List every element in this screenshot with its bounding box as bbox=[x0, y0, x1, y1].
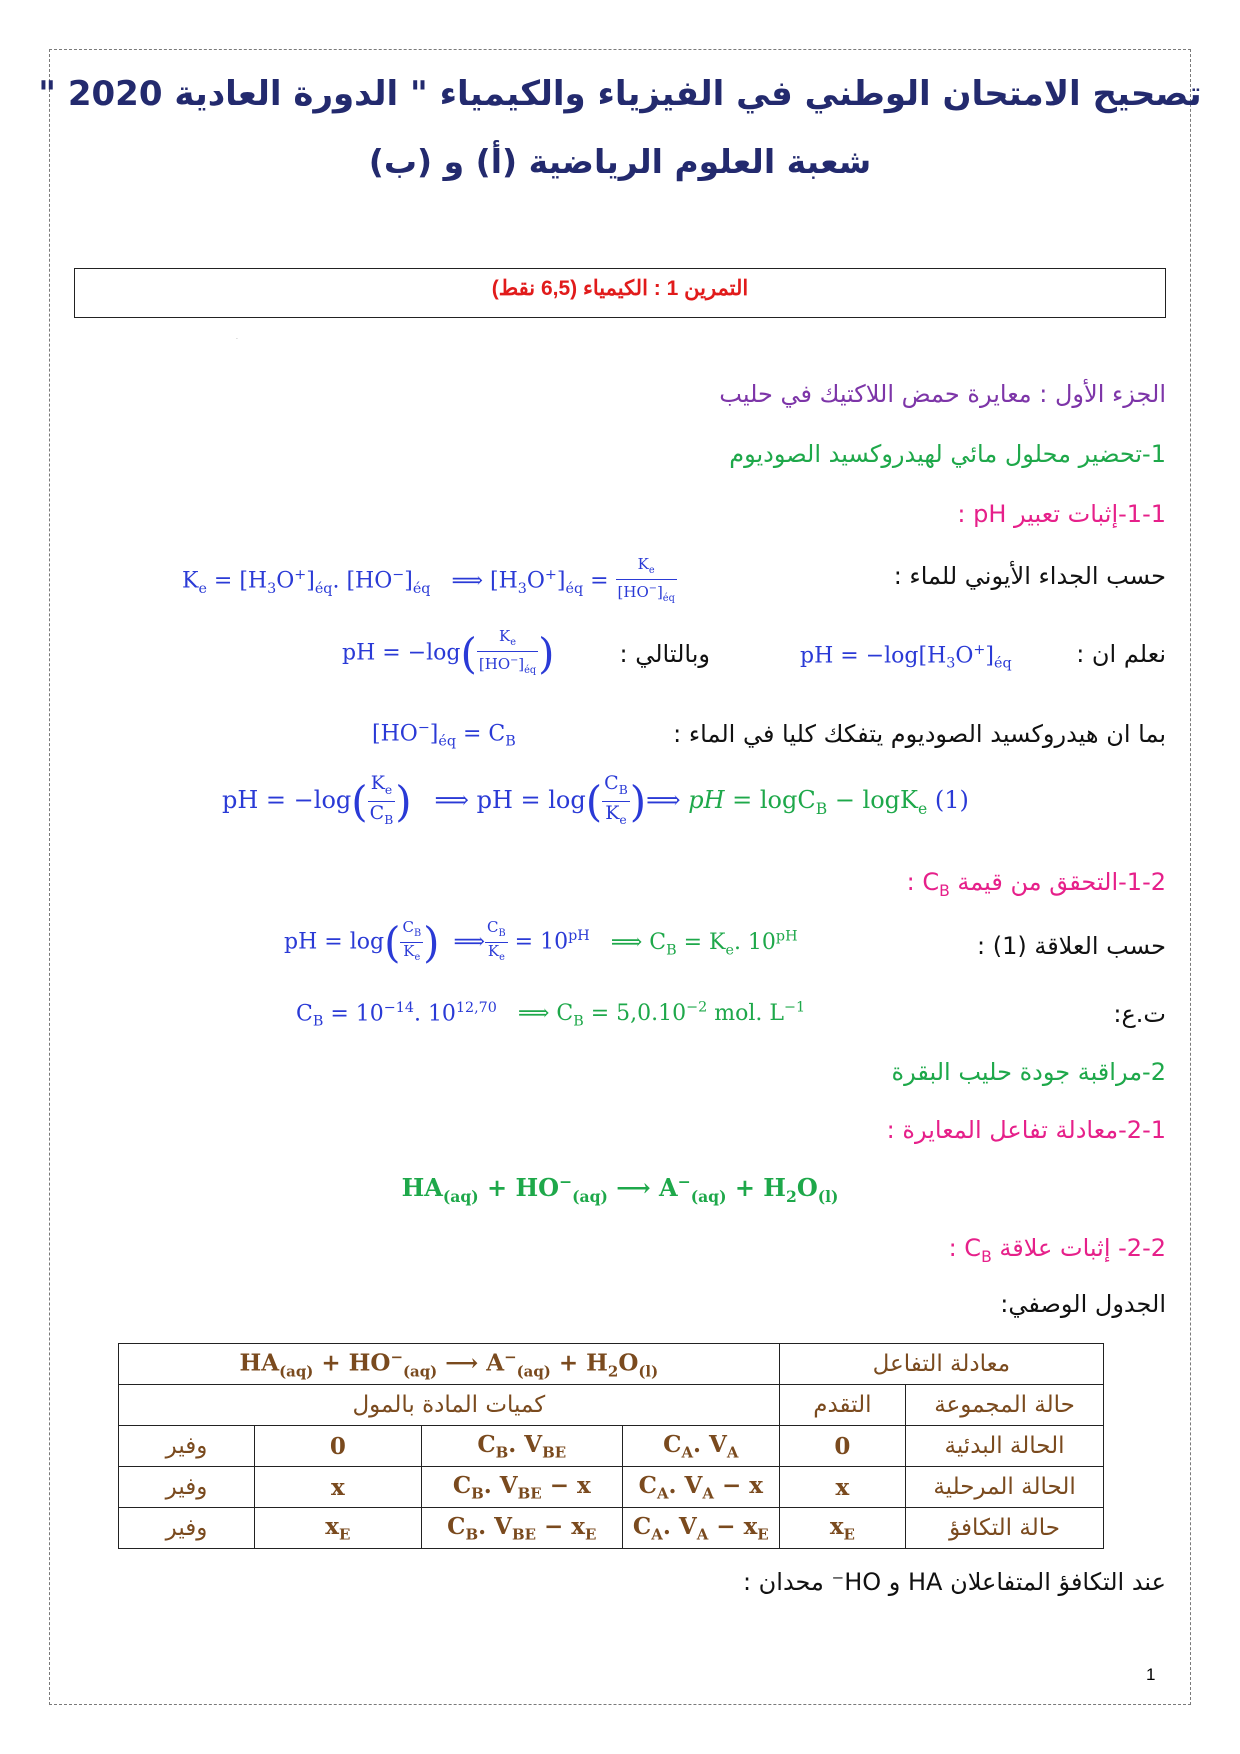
table-row bbox=[119, 1467, 1104, 1508]
table-cell-ho: $C_B$. $V_{BE} - x$ bbox=[421, 1467, 622, 1508]
section-2-2-heading: 2-2- إثبات علاقة $C_B$ : bbox=[948, 1234, 1166, 1266]
exercise-header-box bbox=[74, 268, 1166, 318]
table-header-equation: معادلة التفاعل bbox=[779, 1344, 1103, 1385]
table-cell-state: الحالة المرحلية bbox=[906, 1467, 1104, 1508]
table-cell-ho: $C_B$. $V_{BE} - x_E$ bbox=[421, 1508, 622, 1549]
table-cell-ha: $C_A$. $V_A - x_E$ bbox=[622, 1508, 779, 1549]
equation-cb-value: $C_B = 10^{-14}$. 10$^{12,70}$ ⟹ $C_B = 5,0.10^{-2}$ mol. $L^{-1}$ bbox=[296, 1000, 806, 1030]
equation-ho-cb: $[HO^-]_{éq} = C_B$ bbox=[372, 720, 516, 750]
exercise-label: التمرين 1 : الكيمياء (6,5 نقط) bbox=[491, 277, 749, 300]
table-cell-advance: x bbox=[779, 1467, 905, 1508]
page-number: 1 bbox=[1146, 1665, 1156, 1684]
section-1-1-heading: 1-1-إثبات تعبير pH : bbox=[957, 500, 1166, 528]
table-cell-water: وفير bbox=[119, 1426, 255, 1467]
numeric-application-label: ت.ع: bbox=[1113, 1000, 1166, 1028]
table-cell-advance: 0 bbox=[779, 1426, 905, 1467]
therefore-text: وبالتالي : bbox=[619, 640, 710, 668]
equation-ph-definition: pH = $-\log[H_3O^+]_{éq}$ bbox=[800, 642, 1012, 672]
table-header-advance: التقدم bbox=[779, 1385, 905, 1426]
table-cell-ha: $C_A$. $V_A - x$ bbox=[622, 1467, 779, 1508]
table-row bbox=[119, 1385, 1104, 1426]
equation-ke: $K_e = [H_3O^+]_{éq}$. $[HO^-]_{éq}$ ⟹ $[H_3O^+]_{éq}$ = $\frac{K_e}{[HO^-]_{éq}}$ bbox=[182, 555, 675, 604]
since-text: بما ان هيدروكسيد الصوديوم يتفكك كليا في الماء : bbox=[673, 720, 1166, 748]
table-cell-a: x bbox=[255, 1467, 422, 1508]
section-2-1-heading: 2-1-معادلة تفاعل المعايرة : bbox=[886, 1116, 1166, 1144]
table-cell-water: وفير bbox=[119, 1467, 255, 1508]
we-know-text: نعلم ان : bbox=[1076, 640, 1166, 668]
section-2-heading: 2-مراقبة جودة حليب البقرة bbox=[891, 1058, 1166, 1086]
equation-relation-1: pH = −log( $\frac{K_e}{C_B}$ ) ⟹ pH = log( $\frac{C_B}{K_e}$ )⟹ pH = logC$_B$ − logK$_e$ (1) bbox=[222, 772, 969, 827]
section-1-heading: 1-تحضير محلول مائي لهيدروكسيد الصوديوم bbox=[729, 440, 1166, 468]
document-subtitle: شعبة العلوم الرياضية (أ) و (ب) bbox=[368, 142, 872, 181]
table-cell-state: الحالة البدئية bbox=[906, 1426, 1104, 1467]
table-row bbox=[119, 1344, 1104, 1385]
part1-heading: الجزء الأول : معايرة حمض اللاكتيك في حليب bbox=[719, 380, 1166, 408]
table-cell-ha: $C_A$. $V_A$ bbox=[622, 1426, 779, 1467]
titration-reaction-equation: $HA_{(aq)} + HO^-_{(aq)}$ ⟶ $A^-_{(aq)} + H_2O_{(l)}$ bbox=[401, 1172, 839, 1206]
table-cell-advance: $x_E$ bbox=[779, 1508, 905, 1549]
equation-cb-derivation: pH = log( $\frac{C_B}{K_e}$ ) ⟹ $\frac{C_B}{K_e}$ = $10^{pH}$ ⟹ $C_B = K_e$. $10^{pH}$ bbox=[284, 918, 798, 967]
according-relation-text: حسب العلاقة (1) : bbox=[976, 932, 1166, 960]
table-cell-state: حالة التكافؤ bbox=[906, 1508, 1104, 1549]
table-cell-water: وفير bbox=[119, 1508, 255, 1549]
descriptive-table-title: الجدول الوصفي: bbox=[1000, 1290, 1166, 1318]
section-1-2-heading: 1-2-التحقق من قيمة $C_B$ : bbox=[906, 868, 1166, 900]
document-title: تصحيح الامتحان الوطني في الفيزياء والكيمياء " الدورة العادية 2020 " bbox=[38, 74, 1202, 114]
equation-ph-log-ke: pH = −log( $\frac{K_e}{[HO^-]_{éq}}$ ) bbox=[342, 627, 555, 678]
table-header-quantities: كميات المادة بالمول bbox=[119, 1385, 780, 1426]
table-row bbox=[119, 1426, 1104, 1467]
table-row bbox=[119, 1508, 1104, 1549]
table-reaction-equation: $HA_{(aq)} + HO^-_{(aq)}$ ⟶ $A^-_{(aq)} + H_2O_{(l)}$ bbox=[119, 1344, 780, 1385]
equivalence-text: عند التكافؤ المتفاعلان HA و HO⁻ محدان : bbox=[742, 1568, 1166, 1596]
table-cell-a: $x_E$ bbox=[255, 1508, 422, 1549]
stray-dot: . bbox=[236, 334, 238, 341]
ionic-product-text: حسب الجداء الأيوني للماء : bbox=[893, 562, 1166, 590]
descriptive-table bbox=[118, 1343, 1104, 1549]
table-cell-ho: $C_B$. $V_{BE}$ bbox=[421, 1426, 622, 1467]
table-cell-a: 0 bbox=[255, 1426, 422, 1467]
table-header-state: حالة المجموعة bbox=[906, 1385, 1104, 1426]
